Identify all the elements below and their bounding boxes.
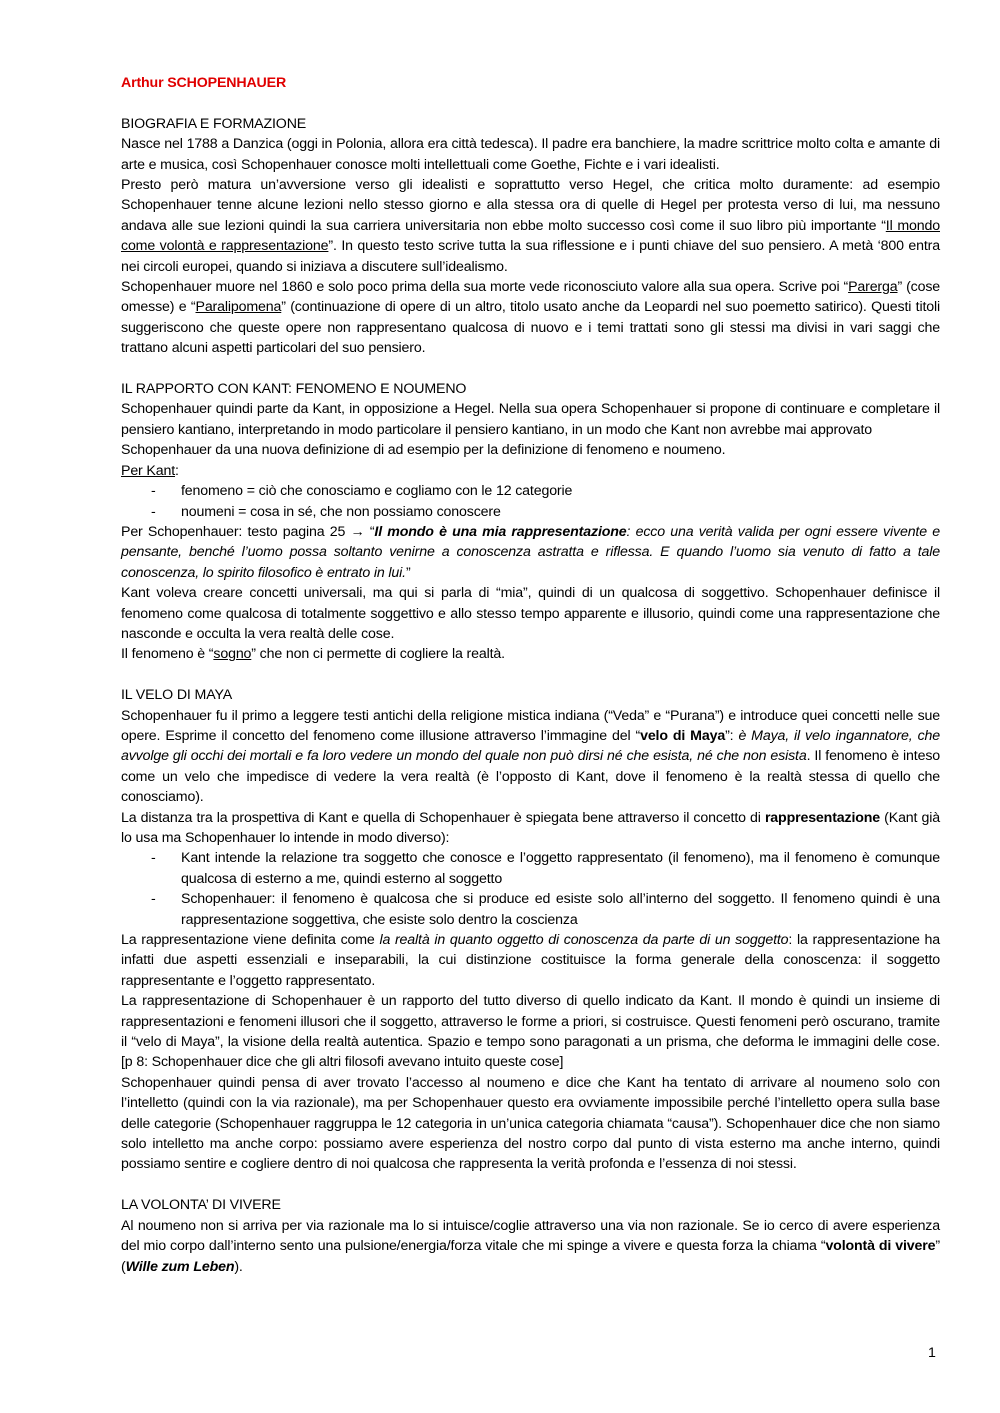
paragraph xyxy=(121,930,940,991)
dash-bullet: - xyxy=(151,503,156,520)
bold-term: volontà di vivere xyxy=(825,1238,936,1255)
paragraph xyxy=(121,644,940,664)
paragraph xyxy=(121,175,940,277)
quote-bold: Il mondo è una mia rappresentazione xyxy=(374,523,627,540)
text-run: Per Schopenhauer: testo pagina 25 → “ xyxy=(121,523,375,540)
paragraph: Schopenhauer da una nuova definizione di ad esempio per la definizione di fenomeno e noumeno. xyxy=(121,442,726,459)
text-run: Schopenhauer fu il primo a leggere testi antichi della religione mistica indiana (“Veda” e “Purana”) e introduce quei concetti nelle sue opere. Esprime il concetto del fenomeno come illusione attraverso l’immagine del “ xyxy=(121,707,940,744)
text-run: : la rappresentazione ha infatti due aspetti essenziali e inseparabili, la cui distinzione costituisce la forma generale della conoscenza: il soggetto rappresentante e l’oggetto rappresentato. xyxy=(121,932,941,989)
dash-bullet: - xyxy=(151,850,156,867)
list-item-text: Schopenhauer: il fenomeno è qualcosa che si produce ed esiste solo all’interno del soggetto. Il fenomeno quindi è una rappresentazione soggettiva, che esiste solo dentro la coscienza xyxy=(181,891,940,928)
text-run: ” xyxy=(405,564,411,581)
section-heading-volonta: LA VOLONTA’ DI VIVERE xyxy=(121,1197,281,1214)
text-run: ” (continuazione di opere di un altro, titolo usato anche da Leopardi nel suo poemetto satirico). Questi titoli suggeriscono che queste opere non rappresentano qualcosa di nuovo e i temi trattati sono gli stessi ma divisi in vari saggi che trattano alcuni aspetti particolari del suo pensiero. xyxy=(121,299,940,357)
italic-quote: è Maya, il velo ingannatore, che avvolge gli occhi dei mortali e fa loro vedere un mondo del quale non può dirsi né che esista, né che non esista xyxy=(121,727,940,765)
list-item xyxy=(121,502,940,522)
paragraph xyxy=(121,277,940,359)
text-run: Al noumeno non si arriva per via razionale ma lo si intuisce/coglie attraverso una via non razionale. Se io cerco di avere esperienza del mio corpo dall’interno sento una pulsione/energia/forza vitale che mi spinge a vivere e questa forza la chiama “ xyxy=(121,1217,940,1255)
paragraph: Kant voleva creare concetti universali, ma qui si parla di “mia”, quindi di un qualcosa di soggettivo. Schopenhauer definisce il fenomeno come qualcosa di totalmente soggettivo e allo stesso tempo apparente e illusorio, quindi come una rappresentazione che nasconde e occulta la vera realtà delle cose. xyxy=(121,585,940,642)
representation-list xyxy=(121,848,940,930)
paragraph xyxy=(121,1216,940,1277)
text-run: ” ( xyxy=(121,1238,940,1275)
paragraph: Schopenhauer quindi parte da Kant, in opposizione a Hegel. Nella sua opera Schopenhauer si propone di continuare e completare il pensiero kantiano, interpretando in modo particolare il pensiero kantiano, in un modo che Kant non avrebbe mai approvato xyxy=(121,401,940,438)
section-heading-maya: IL VELO DI MAYA xyxy=(121,687,233,704)
list-item-text: Kant intende la relazione tra soggetto che conosce e l’oggetto rappresentato (il fenomeno), ma il fenomeno è comunque qualcosa di esterno a me, quindi esterno al soggetto xyxy=(181,850,940,887)
italic-definition: la realtà in quanto oggetto di conoscenza da parte di un soggetto xyxy=(379,932,789,949)
list-item xyxy=(121,889,940,930)
per-kant-label: Per Kant xyxy=(121,462,176,479)
work-title: Parerga xyxy=(848,279,898,296)
text-run: : xyxy=(175,462,179,479)
section-heading-kant: IL RAPPORTO CON KANT: FENOMENO E NOUMENO xyxy=(121,381,467,398)
text-run: Presto però matura un’avversione verso gli idealisti e soprattutto verso Hegel, che critica molto duramente: ad esempio Schopenhauer tenne alcune lezioni nello stesso giorno e alla stessa ora di quelle di Hegel per protesta verso di lui, ma nessuno andava alle sue lezioni quindi la sua carriera universitaria non ebbe molto successo così come il suo libro più importante “ xyxy=(121,177,940,234)
text-run: ). xyxy=(234,1258,243,1275)
text-run: ”. In questo testo scrive tutta la sua riflessione e i punti chiave del suo pensiero. A metà ‘800 entra nei circoli europei, quando si iniziava a discutere sull’idealismo. xyxy=(121,238,940,275)
dash-bullet: - xyxy=(151,483,156,500)
bold-term: velo di Maya xyxy=(640,727,726,744)
text-run: . Il fenomeno è inteso come un velo che impedisce di vedere la vera realtà (è l’opposto di Kant, dove il fenomeno è la realtà stessa di quello che conosciamo). xyxy=(121,748,940,806)
dash-bullet: - xyxy=(151,891,156,908)
section-heading-biografia: BIOGRAFIA E FORMAZIONE xyxy=(121,115,307,132)
paragraph xyxy=(121,461,940,481)
document-title: Arthur SCHOPENHAUER xyxy=(121,75,287,91)
bold-italic-term: Wille zum Leben xyxy=(125,1258,235,1275)
paragraph xyxy=(121,706,940,808)
list-item-text: fenomeno = ciò che conosciamo e cogliamo con le 12 categorie xyxy=(181,483,573,500)
text-run: Schopenhauer muore nel 1860 e solo poco prima della sua morte vede riconosciuto valore alla sua opera. Scrive poi “ xyxy=(121,279,849,296)
spacer xyxy=(121,359,940,379)
paragraph: Schopenhauer quindi pensa di aver trovato l’accesso al noumeno e dice che Kant ha tentato di arrivare al noumeno solo con l’intelletto (quindi con la via razionale), ma per Schopenhauer questo era ovviamente impossibile perché l’intelletto opera sulla base delle categorie (Schopenhauer raggruppa le 12 categoria in un’unica categoria chiamata “causa”). Schopenhauer dice che non siamo solo intelletto ma anche corpo: possiamo avere esperienza del nostro corpo dal punto di vista esterno ma anche interno, quindi possiamo sentire e cogliere dentro di noi qualcosa che rappresenta la verità profonda e l’essenza di noi stessi. xyxy=(121,1074,940,1173)
list-item-text: noumeni = cosa in sé, che non possiamo conoscere xyxy=(181,503,501,520)
text-run: ” che non ci permette di cogliere la realtà. xyxy=(251,646,505,663)
text-run: ”: xyxy=(725,727,739,744)
work-title: Paralipomena xyxy=(195,299,282,316)
text-run: La rappresentazione viene definita come xyxy=(121,932,380,949)
text-run: ” (cose omesse) e “ xyxy=(121,279,941,316)
quote-paragraph xyxy=(121,522,940,583)
list-item xyxy=(121,481,940,501)
book-title: Il mondo come volontà e rappresentazione xyxy=(121,217,940,255)
paragraph xyxy=(121,808,940,849)
text-run: Il fenomeno è “ xyxy=(121,646,214,663)
text-run: La distanza tra la prospettiva di Kant e quella di Schopenhauer è spiegata bene attraverso il concetto di xyxy=(121,809,765,826)
list-item xyxy=(121,848,940,889)
text-run: (Kant già lo usa ma Schopenhauer lo intende in modo diverso): xyxy=(121,809,940,846)
spacer xyxy=(121,1175,940,1195)
kant-definition-list xyxy=(121,481,940,522)
spacer xyxy=(121,665,940,685)
quote-italic: : ecco una verità valida per ogni essere vivente e pensante, benché l’uomo possa soltanto venirne a conoscenza astratta e riflessa. E quando l’uomo sia venuto di fatto a tale conoscenza, lo spirito filosofico è entrato in lui. xyxy=(121,523,940,581)
document-body xyxy=(121,73,940,1277)
underlined-term: sogno xyxy=(213,646,252,663)
paragraph: La rappresentazione di Schopenhauer è un rapporto del tutto diverso di quello indicato da Kant. Il mondo è quindi un insieme di rappresentazioni e fenomeni illusori che il soggetto, attraverso le forme a priori, si costruisce. Questi fenomeni però oscurano, tramite il “velo di Maya”, la visione della realtà autentica. Spazio e tempo sono paragonati a un prisma, che deforma le immagini delle cose. [p 8: Schopenhauer dice che gli altri filosofi avevano intuito queste cose] xyxy=(121,993,940,1071)
page-number: 1 xyxy=(928,1345,936,1361)
bold-term: rappresentazione xyxy=(764,809,881,826)
spacer xyxy=(121,93,940,113)
paragraph: Nasce nel 1788 a Danzica (oggi in Polonia, allora era città tedesca). Il padre era banchiere, la madre scrittrice molto colta e amante di arte e musica, così Schopenhauer conosce molti intellettuali come Goethe, Fichte e i vari idealisti. xyxy=(121,136,940,173)
